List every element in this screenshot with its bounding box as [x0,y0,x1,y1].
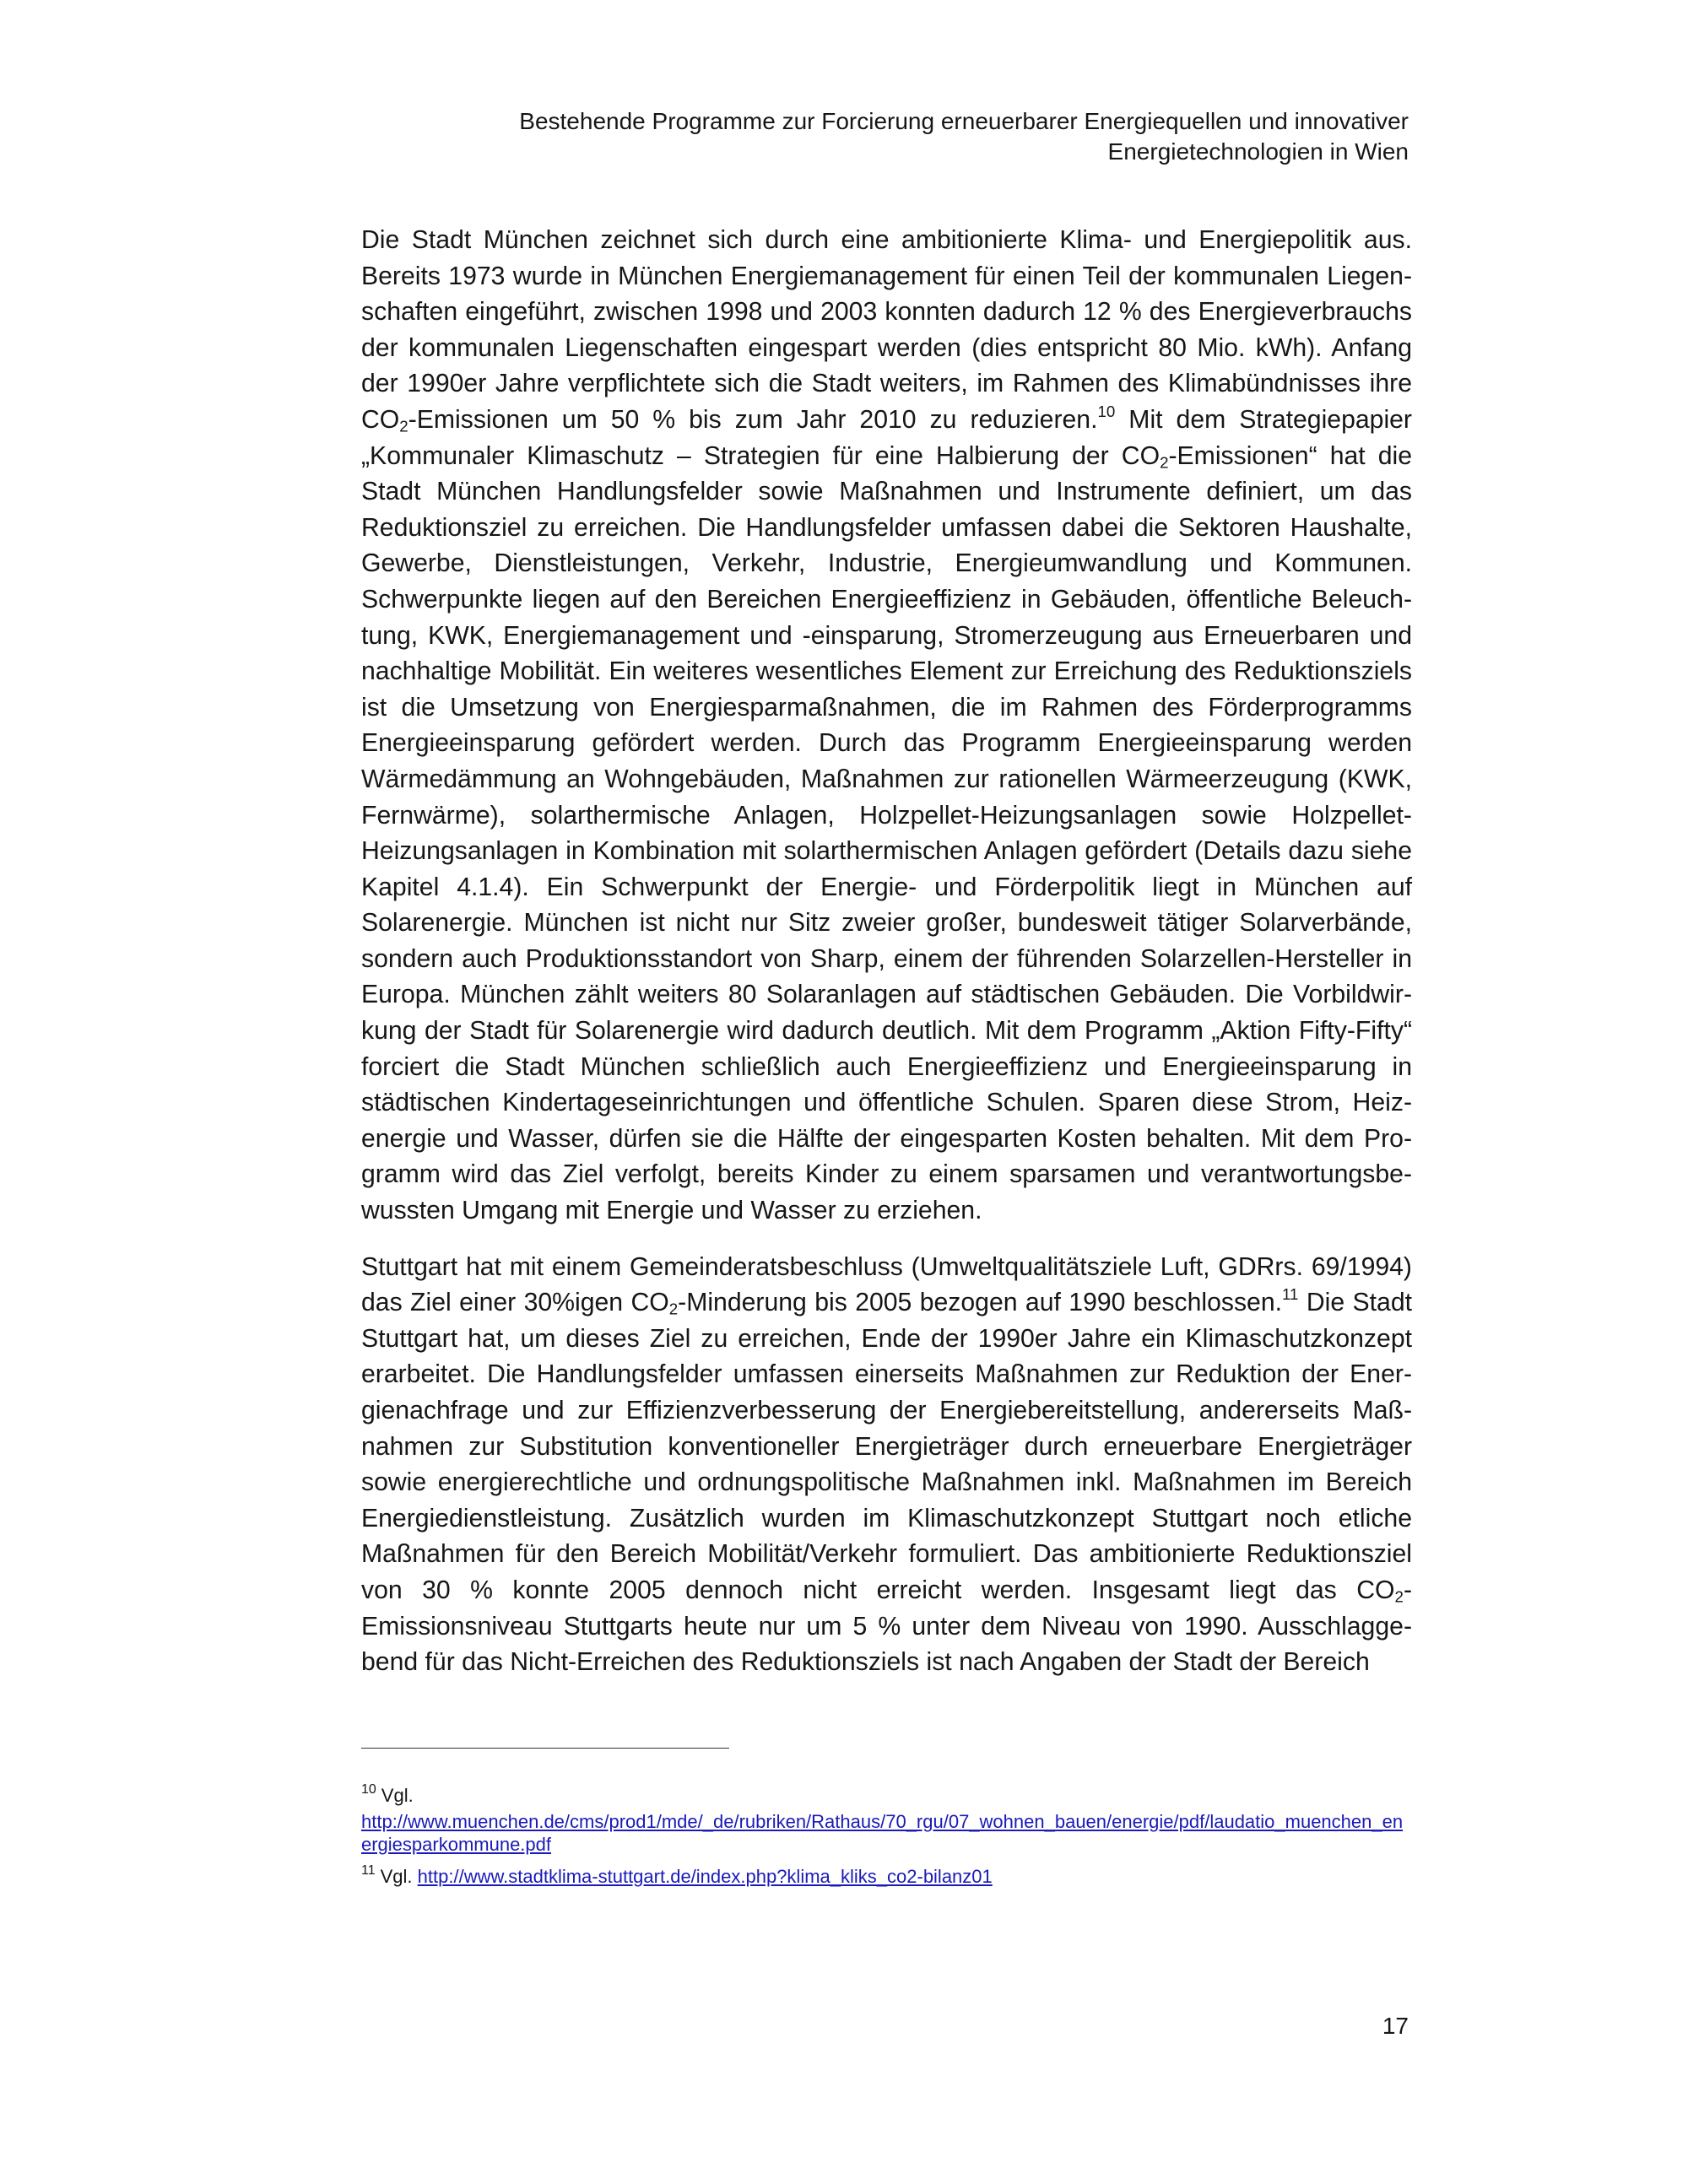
subscript-co2: 2 [399,417,408,435]
footnote-separator [361,1748,729,1749]
footnote-reference-11[interactable]: 11 [1282,1285,1299,1304]
body-text [361,223,1412,1701]
paragraph-stuttgart-part-1: Stuttgart hat mit einem Gemeinderatsbeschluss (Umweltqualitätsziele Luft, GDRrs. 69/1994) das Ziel einer 30%igen CO [361,1252,1412,1317]
paragraph-stuttgart [361,1250,1412,1681]
footnote-10 [361,1784,1412,1856]
paragraph-munich-part-4: -Emissionen“ hat die Stadt München Handlungsfelder sowie Maßnahmen und Instrumente definiert, um das Reduktionsziel zu erreichen. Die Handlungsfelder umfassen dabei die Sektoren Haushalte, Gewerbe, Dienstleistungen, Verkehr, Industrie, Energieumwandlung und Kommunen. Schwerpunkte liegen auf den Bereichen Energieeffizienz in Gebäuden, öffentliche Beleuchtung, KWK, Energiemanagement und -einsparung, Stromerzeugung aus Erneuerbaren und nachhaltige Mobilität. Ein weiteres wesentliches Element zur Erreichung des Reduktionsziels ist die Umsetzung von Energiesparmaßnahmen, die im Rahmen des Förderprogramms Energieeinsparung gefördert werden. Durch das Programm Energieeinsparung werden Wärmedämmung an Wohngebäuden, Maßnahmen zur rationellen Wärmeerzeugung (KWK, Fernwärme), solarthermische Anlagen, Holzpellet-Heizungsanlagen sowie Holzpellet-Heizungsanlagen in Kombination mit solarthermischen Anlagen gefördert (Details dazu siehe Kapitel 4.1.4). Ein Schwerpunkt der Energie- und Förderpolitik liegt in München auf Solarenergie. München ist nicht nur Sitz zweier großer, bundesweit tätiger Solarverbände, sondern auch Produktionsstandort von Sharp, einem der führenden Solarzellen-Hersteller in Europa. München zählt weiters 80 Solaranlagen auf städtischen Gebäuden. Die Vorbildwirkung der Stadt für Solarenergie wird dadurch deutlich. Mit dem Programm „Aktion Fifty-Fifty“ forciert die Stadt München schließlich auch Energieeffizienz und Energieeinsparung in städtischen Kindertageseinrichtungen und öffentliche Schulen. Sparen diese Strom, Heizenergie und Wasser, dürfen sie die Hälfte der eingesparten Kosten behalten. Mit dem Programm wird das Ziel verfolgt, bereits Kinder zu einem sparsamen und verantwortungsbewussten Umgang mit Energie und Wasser zu erziehen. [361,441,1413,1225]
paragraph-munich-part-3: Mit dem Strategiepapier „Kommunaler Klimaschutz – Strategien für eine Halbierung der CO [361,405,1412,470]
running-header-line-1: Bestehende Programme zur Forcierung erneuerbarer Energiequellen und innovativer [519,108,1409,134]
running-header [311,106,1409,167]
subscript-co2: 2 [1160,453,1169,472]
paragraph-stuttgart-part-4: -Emissionsniveau Stuttgarts heute nur um 5 % unter dem Niveau von 1990. Ausschlaggebend für das Nicht-Erreichen des Reduktionsziels ist nach Angaben der Stadt der Bereich [361,1576,1412,1677]
paragraph-stuttgart-part-2: -Minderung bis 2005 bezogen auf 1990 beschlossen. [678,1289,1283,1317]
footnotes [361,1784,1412,1897]
footnote-link-stuttgart[interactable]: http://www.stadtklima-stuttgart.de/index.php?klima_kliks_co2-bilanz01 [417,1866,993,1887]
subscript-co2: 2 [668,1300,679,1318]
page-number: 17 [1382,2013,1409,2039]
footnote-prefix: Vgl. [381,1785,414,1806]
footnote-number: 11 [361,1863,376,1879]
paragraph-munich-part-1: Die Stadt München zeichnet sich durch eine ambitionierte Klima- und Energiepolitik aus. Bereits 1973 wurde in München Energiemanagement für einen Teil der kommunalen Liegenschaften eingeführt, zwischen 1998 und 2003 konnten dadurch 12 % des Energieverbrauchs der kommunalen Liegenschaften eingespart werden (dies entspricht 80 Mio. kWh). Anfang der 1990er Jahre verpflichtete sich die Stadt weiters, im Rahmen des Klimabündnisses ihre CO [361,226,1412,434]
footnote-link-munich[interactable]: http://www.muenchen.de/cms/prod1/mde/_de/rubriken/Rathaus/70_rgu/07_wohnen_bauen/energie/pdf/laudatio_muenchen_energiesparkommune.pdf [361,1811,1404,1855]
footnote-number: 10 [361,1782,376,1797]
subscript-co2: 2 [1394,1587,1404,1606]
paragraph-stuttgart-part-3: Die Stadt Stuttgart hat, um dieses Ziel zu erreichen, Ende der 1990er Jahre ein Klimaschutzkonzept erarbeitet. Die Handlungsfelder umfassen einerseits Maßnahmen zur Reduktion der Energienachfrage und zur Effizienzverbesserung der Energiebereitstellung, andererseits Maßnahmen zur Substitution konventioneller Energieträger durch erneuerbare Energieträger sowie energierechtliche und ordnungspolitische Maßnahmen inkl. Maßnahmen im Bereich Energiedienstleistung. Zusätzlich wurden im Klimaschutzkonzept Stuttgart noch etliche Maßnahmen für den Bereich Mobilität/Verkehr formuliert. Das ambitionierte Reduktionsziel von 30 % konnte 2005 dennoch nicht erreicht werden. Insgesamt liegt das CO [361,1289,1412,1604]
paragraph-munich [361,223,1412,1230]
footnote-prefix: Vgl. [380,1866,413,1887]
footnote-11 [361,1865,1412,1888]
running-header-line-2: Energietechnologien in Wien [1107,138,1409,165]
footnote-reference-10[interactable]: 10 [1097,402,1116,420]
paragraph-munich-part-2: -Emissionen um 50 % bis zum Jahr 2010 zu reduzieren. [408,405,1098,434]
